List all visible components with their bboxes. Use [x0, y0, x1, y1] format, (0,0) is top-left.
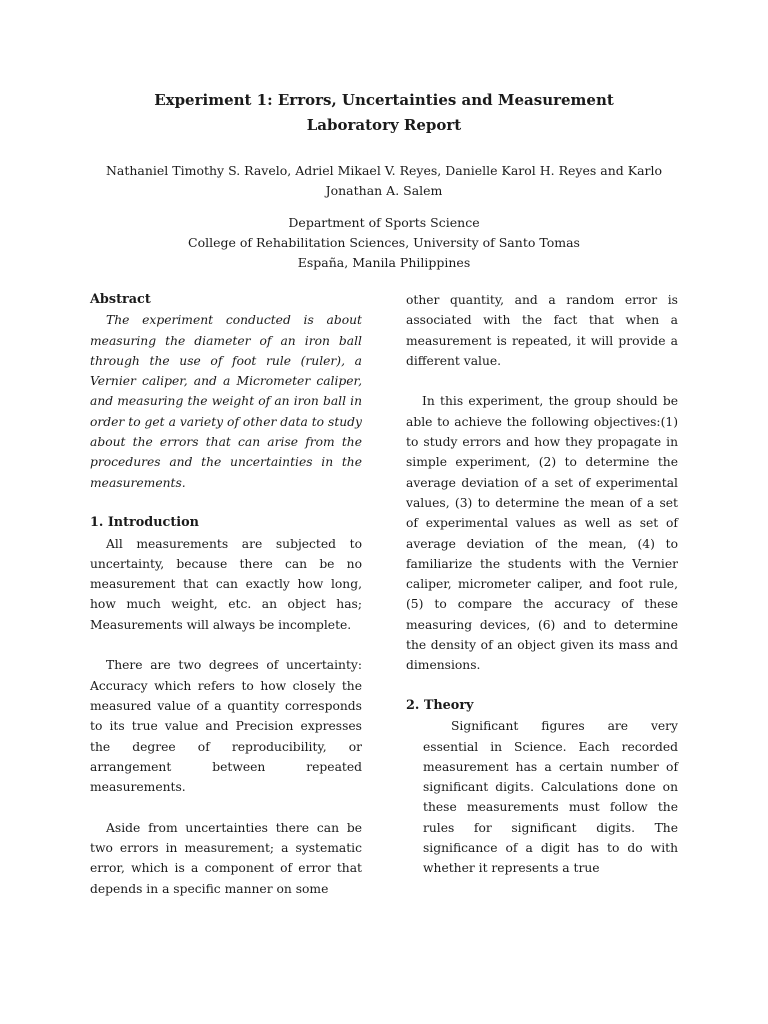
affiliation [0, 213, 768, 273]
left-column [90, 290, 362, 899]
theory-paragraph-1: Significant figures are very essential in Science. Each recorded measurement has a certain number of significant digits. Calculations done on these measurements must follow the rules for significant digits. The significance of a digit has to do with whether it represents a true [423, 719, 678, 876]
intro-paragraph-3-continued: other quantity, and a random error is associated with the fact that when a measurement is repeated, it will provide a different value. [406, 293, 678, 368]
location: España, Manila Philippines [297, 255, 471, 270]
title-line-2: Laboratory Report [306, 116, 462, 134]
introduction-heading: 1. Introduction [90, 515, 199, 531]
intro-paragraph-1: All measurements are subjected to uncertainty, because there can be no measurement that can exactly how long, how much weight, etc. an object has; Measurements will always be incomplete. [90, 536, 362, 632]
intro-paragraph-4: In this experiment, the group should be able to achieve the following objectives:(1) to study errors and how they propagate in simple experiment, (2) to determine the average deviation of a set of experimental values, (3) to determine the mean of a set of experimental values as well as set of average deviation of the mean, (4) to familiarize the students with the Vernier caliper, micrometer caliper, and foot rule, (5) to compare the accuracy of these measuring devices, (6) and to determine the density of an object given its mass and dimensions. [406, 394, 678, 673]
title-line-1: Experiment 1: Errors, Uncertainties and Measurement [154, 91, 614, 109]
abstract-heading: Abstract [90, 292, 151, 307]
department: Department of Sports Science [288, 215, 480, 230]
theory-section [406, 716, 678, 878]
abstract-text: The experiment conducted is about measuring the diameter of an iron ball through the use of foot rule (ruler), a Vernier caliper, and a Micrometer caliper, and measuring the weight of an iron ball in order to get a variety of other data to study about the errors that can arise from the procedures and the uncertainties in the measurements. [90, 313, 362, 490]
college: College of Rehabilitation Sciences, University of Santo Tomas [188, 235, 580, 250]
intro-paragraph-3: Aside from uncertainties there can be two errors in measurement; a systematic error, which is a component of error that depends in a specific manner on some [90, 820, 362, 896]
intro-paragraph-2: There are two degrees of uncertainty: Accuracy which refers to how closely the measured value of a quantity corresponds to its true value and Precision expresses the degree of reproducibility, or arrangement between repeated measurements. [90, 658, 362, 795]
right-column [406, 290, 678, 879]
paper-title [0, 88, 768, 138]
authors: Nathaniel Timothy S. Ravelo, Adriel Mikael V. Reyes, Danielle Karol H. Reyes and Karlo Jonathan A. Salem [105, 163, 663, 198]
theory-heading: 2. Theory [406, 697, 474, 713]
paper-header [0, 88, 768, 273]
